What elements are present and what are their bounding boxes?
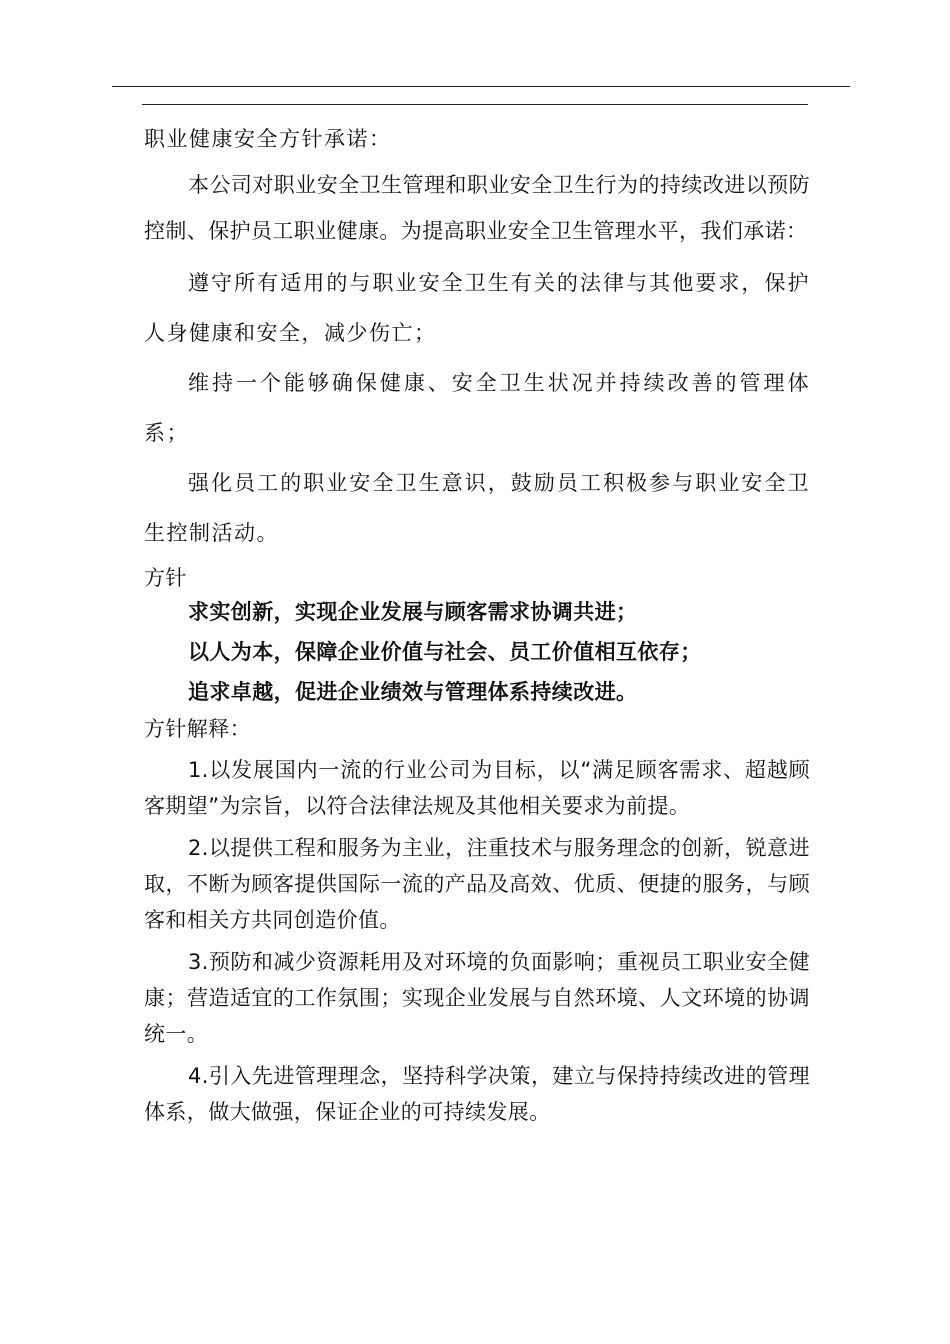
- header-rule-top: [112, 86, 850, 87]
- commitment-intro: 本公司对职业安全卫生管理和职业安全卫生行为的持续改进以预防控制、保护员工职业健康。为提高职业安全卫生管理水平，我们承诺：: [144, 173, 810, 243]
- commitment-title: 职业健康安全方针承诺：: [144, 127, 392, 151]
- header-rule-second: [142, 104, 808, 105]
- explanation-title: 方针解释：: [144, 717, 251, 741]
- policy-title: 方针: [144, 566, 187, 590]
- commitment-item-1: 遵守所有适用的与职业安全卫生有关的法律与其他要求，保护人身健康和安全，减少伤亡；: [144, 271, 810, 345]
- explanation-item-3: 3.预防和减少资源耗用及对环境的负面影响；重视员工职业安全健康；营造适宜的工作氛围；实现企业发展与自然环境、人文环境的协调统一。: [144, 950, 810, 1046]
- commitment-item-3: 强化员工的职业安全卫生意识，鼓励员工积极参与职业安全卫生控制活动。: [144, 471, 810, 545]
- explanation-item-4: 4.引入先进管理理念，坚持科学决策，建立与保持持续改进的管理体系，做大做强，保证企业的可持续发展。: [144, 1064, 810, 1124]
- policy-motto-1: 求实创新，实现企业发展与顾客需求协调共进；: [188, 600, 638, 624]
- document-body: [144, 116, 810, 1136]
- explanation-item-1: 1.以发展国内一流的行业公司为目标，以“满足顾客需求、超越顾客期望”为宗旨，以符合法律法规及其他相关要求为前提。: [144, 758, 810, 818]
- commitment-item-2: 维持一个能够确保健康、安全卫生状况并持续改善的管理体系；: [144, 371, 810, 445]
- explanation-item-2: 2.以提供工程和服务为主业，注重技术与服务理念的创新，锐意进取，不断为顾客提供国际一流的产品及高效、优质、便捷的服务，与顾客和相关方共同创造价值。: [144, 836, 810, 932]
- policy-motto-2: 以人为本，保障企业价值与社会、员工价值相互依存；: [188, 640, 702, 664]
- policy-motto-3: 追求卓越，促进企业绩效与管理体系持续改进。: [188, 680, 638, 704]
